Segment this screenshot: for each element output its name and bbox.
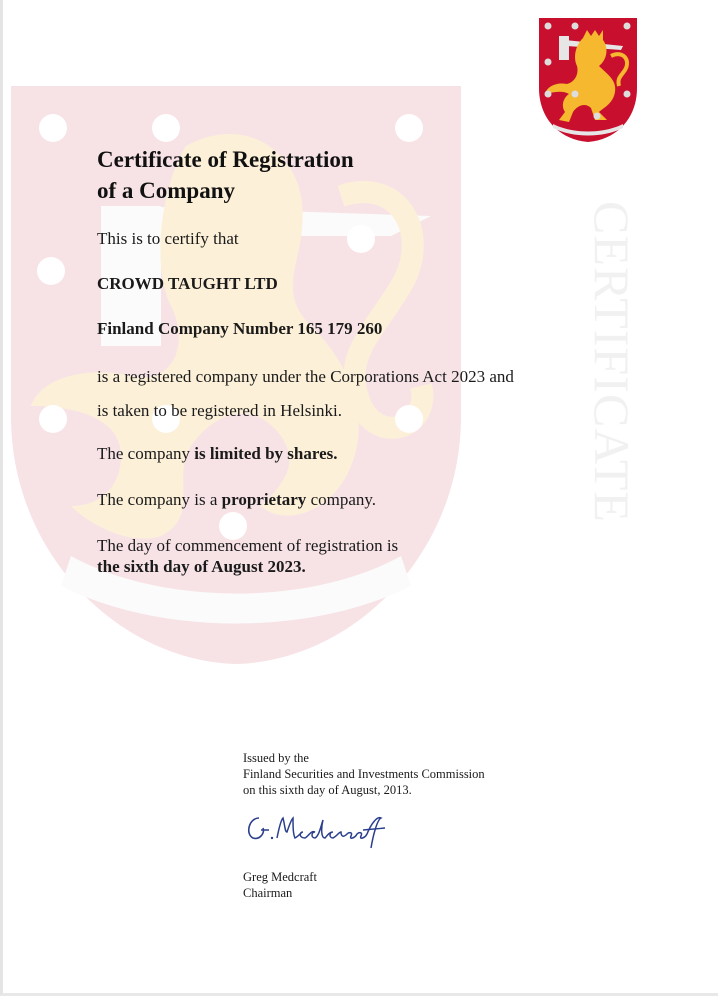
signer-name: Greg Medcraft [243,870,317,884]
issuer-line-2: Finland Securities and Investments Commission [243,767,485,781]
issuer-line-1: Issued by the [243,751,309,765]
registered-line-1: is a registered company under the Corporations Act 2023 and [97,367,514,386]
commencement-date: the sixth day of August 2023. [97,557,306,576]
proprietary-statement [97,489,376,511]
proprietary-bold: proprietary [221,490,307,509]
issuer-block [243,750,485,798]
issuer-line-3: on this sixth day of August, 2013. [243,783,412,797]
company-name: CROWD TAUGHT LTD [97,274,278,293]
signer-block [243,869,317,901]
vertical-certificate-label [584,172,640,552]
page-title [97,144,354,206]
intro-text: This is to certify that [97,229,239,248]
finland-coat-of-arms-icon [537,16,639,144]
commencement-line: The day of commencement of registration is [97,536,399,555]
limited-prefix: The company [97,444,195,463]
limited-statement [97,443,338,465]
title-line-2: of a Company [97,178,236,203]
signer-role: Chairman [243,886,293,900]
title-line-1: Certificate of Registration [97,147,354,172]
vertical-certificate-text: CERTIFICATE [584,201,640,523]
proprietary-prefix: The company is a [97,490,222,509]
proprietary-suffix: company. [306,490,377,509]
limited-bold: is limited by shares. [194,444,338,463]
signature-icon [241,806,401,850]
registered-line-2: is taken to be registered in Helsinki. [97,401,343,420]
company-number: Finland Company Number 165 179 260 [97,319,383,338]
